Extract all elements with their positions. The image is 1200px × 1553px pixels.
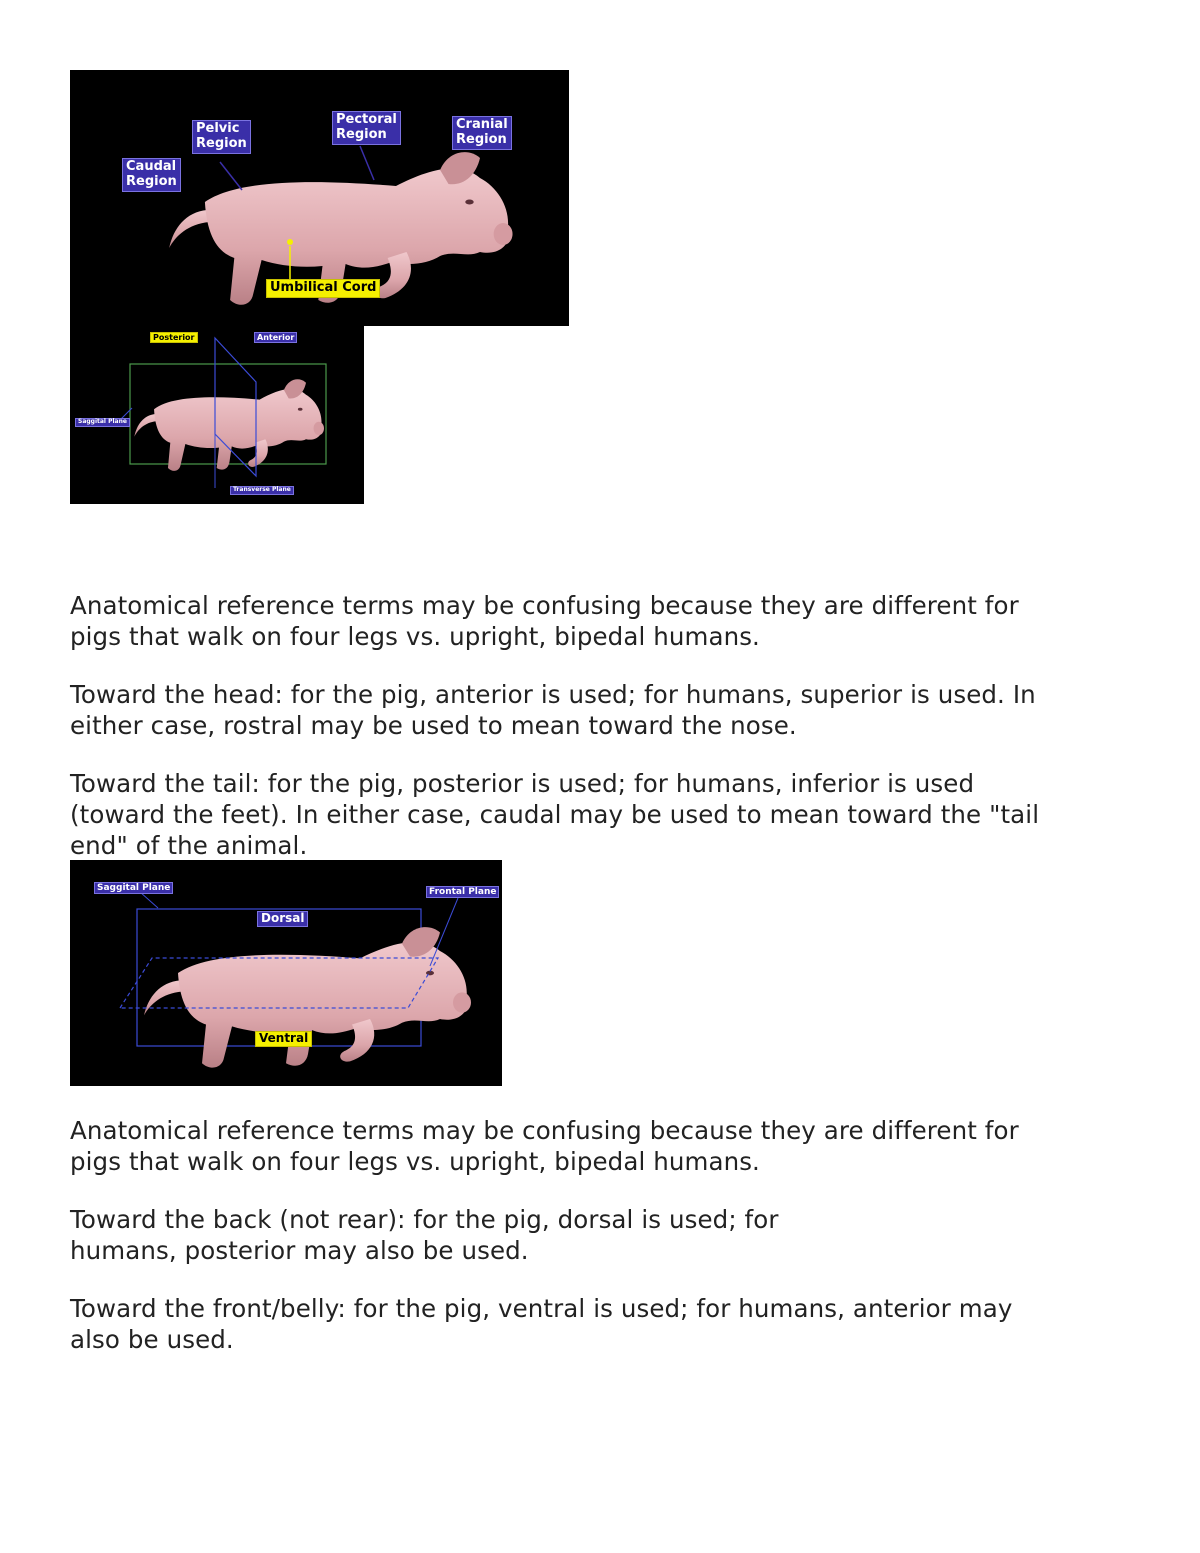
- pelvic-pointer: [220, 162, 242, 190]
- sagittal-plane-label: Saggital Plane: [75, 418, 130, 427]
- anterior-label: Anterior: [254, 332, 297, 343]
- posterior-label: Posterior: [150, 332, 198, 343]
- pelvic-region-label: Pelvic Region: [192, 120, 251, 154]
- sagittal-plane-pointer: [140, 892, 158, 908]
- caudal-region-label: Caudal Region: [122, 158, 181, 192]
- paragraph-intro-1: Anatomical reference terms may be confusing because they are different for pigs that walk on four legs vs. upright, bipedal humans.: [70, 591, 1019, 651]
- planes-figure: [70, 326, 364, 504]
- regions-figure: [70, 70, 569, 326]
- umbilical-cord-label: Umbilical Cord: [266, 279, 380, 298]
- paragraph-toward-back: Toward the back (not rear): for the pig, dorsal is used; for humans, posterior may also be used.: [70, 1205, 779, 1265]
- pig-planes-illustration: [70, 326, 364, 504]
- dorsal-ventral-figure: [70, 860, 502, 1086]
- paragraph-intro-2: Anatomical reference terms may be confusing because they are different for pigs that walk on four legs vs. upright, bipedal humans.: [70, 1116, 1019, 1176]
- frontal-plane-label: Frontal Plane: [426, 886, 499, 898]
- ventral-label: Ventral: [255, 1031, 312, 1047]
- pectoral-region-label: Pectoral Region: [332, 111, 401, 145]
- dorsal-label: Dorsal: [257, 911, 308, 927]
- pectoral-pointer: [360, 146, 374, 180]
- cranial-region-label: Cranial Region: [452, 116, 512, 150]
- paragraph-toward-tail: Toward the tail: for the pig, posterior is used; for humans, inferior is used (toward the feet). In either case, caudal may be used to mean toward the "tail end" of the animal.: [70, 769, 1040, 860]
- paragraph-toward-head: Toward the head: for the pig, anterior is used; for humans, superior is used. In either case, rostral may be used to mean toward the nose.: [70, 680, 1036, 740]
- sagittal-plane-label: Saggital Plane: [94, 882, 173, 894]
- paragraph-toward-belly: Toward the front/belly: for the pig, ventral is used; for humans, anterior may also be used.: [70, 1294, 1013, 1354]
- transverse-plane-label: Transverse Plane: [230, 486, 294, 495]
